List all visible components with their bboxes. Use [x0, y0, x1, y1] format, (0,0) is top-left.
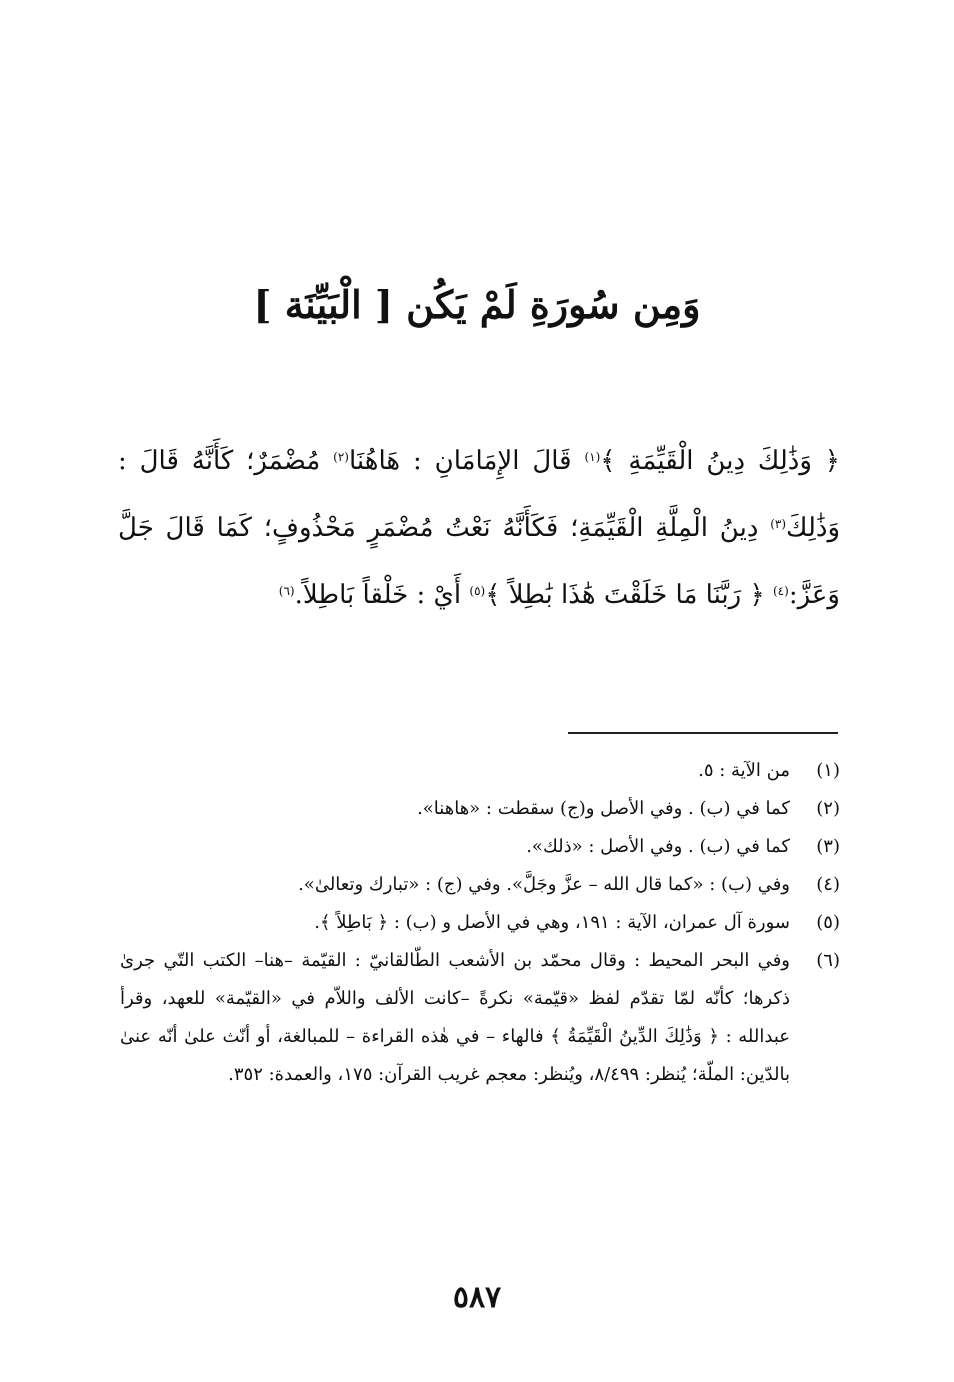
quran-verse-2: ﴿ رَبَّنَا مَا خَلَقْتَ هَٰذَا بَٰطِلاً ﴾ — [485, 580, 773, 610]
footnote-item — [120, 828, 840, 866]
footnote-number: (١) — [816, 760, 840, 781]
main-text-segment: مُضْمَرٌ؛ كَأَنَّهُ قَالَ : وَذَٰلِكَ — [118, 446, 840, 543]
footnote-item — [120, 752, 840, 790]
main-text — [118, 428, 840, 629]
footnote-ref-1: (١) — [584, 450, 601, 464]
quran-verse-1: ﴿ وَذَٰلِكَ دِينُ الْقَيِّمَةِ ﴾ — [600, 446, 840, 476]
section-title: وَمِن سُورَةِ لَمْ يَكُن [ الْبَيِّنَة ] — [253, 282, 701, 327]
footnote-separator — [568, 732, 838, 734]
footnote-text: وفي (ب) : «كما قال الله – عزَّ وجَلَّ». وفي (ج) : «تبارك وتعالىٰ». — [298, 874, 790, 895]
footnote-text: كما في (ب) . وفي الأصل و(ج) سقطت : «هاهنا». — [417, 798, 790, 819]
page-number: ٥٨٧ — [452, 1280, 502, 1315]
main-text-segment: قَالَ الإِمَامَانِ : هَاهُنَا — [348, 446, 585, 476]
footnote-text: سورة آل عمران، الآية : ١٩١، وهي في الأصل و (ب) : ﴿ بَاطِلاً ﴾. — [314, 912, 790, 933]
footnote-text: وفي البحر المحيط : وقال محمّد بن الأشعب الطّالقانيّ : القيّمة –هنا– الكتب التّي جرىٰ ذكرها؛ كأنّه لمّا تقدّم لفظ «قيّمة» نكرةً –كانت الألف واللاّم في «القيّمة» للعهد، وقرأ عبدالله : ﴿ وَذَٰلِكَ الدِّينُ الْقَيِّمَةُ ﴾ فالهاء – في هٰذه القراءة – للمبالغة، أو أنّث علىٰ أنّه عنىٰ بالدّين: الملّة؛ يُنظر: ٨/٤٩٩، ويُنظر: معجم غريب القرآن: ١٧٥، والعمدة: ٣٥٢. — [120, 950, 790, 1085]
footnotes — [120, 752, 840, 1094]
footnote-item — [120, 866, 840, 904]
footnote-text: من الآية : ٥. — [698, 760, 790, 781]
footnote-number: (٣) — [816, 836, 840, 857]
main-text-segment: أَيْ : خَلْقاً بَاطِلاً. — [294, 580, 470, 610]
footnote-number: (٦) — [816, 950, 840, 971]
main-paragraph — [118, 428, 840, 629]
footnote-number: (٥) — [816, 912, 840, 933]
footnote-ref-6: (٦) — [278, 584, 295, 598]
footnote-ref-3: (٣) — [770, 517, 787, 531]
footnote-ref-5: (٥) — [469, 584, 486, 598]
footnote-number: (٢) — [816, 798, 840, 819]
footnote-ref-2: (٢) — [333, 450, 349, 464]
main-text-segment: دِينُ الْمِلَّةِ الْقَيِّمَةِ؛ فَكَأَنَّهُ نَعْتُ مُضْمَرٍ مَحْذُوفٍ؛ كَمَا قَالَ جَلَّ وَعَزَّ: — [118, 513, 840, 610]
footnote-ref-4: (٤) — [772, 584, 789, 598]
footnote-text: كما في (ب) . وفي الأصل : «ذلك». — [526, 836, 790, 857]
footnote-item — [120, 904, 840, 942]
footnote-number: (٤) — [816, 874, 840, 895]
footnote-item — [120, 790, 840, 828]
footnote-item — [120, 942, 840, 1094]
